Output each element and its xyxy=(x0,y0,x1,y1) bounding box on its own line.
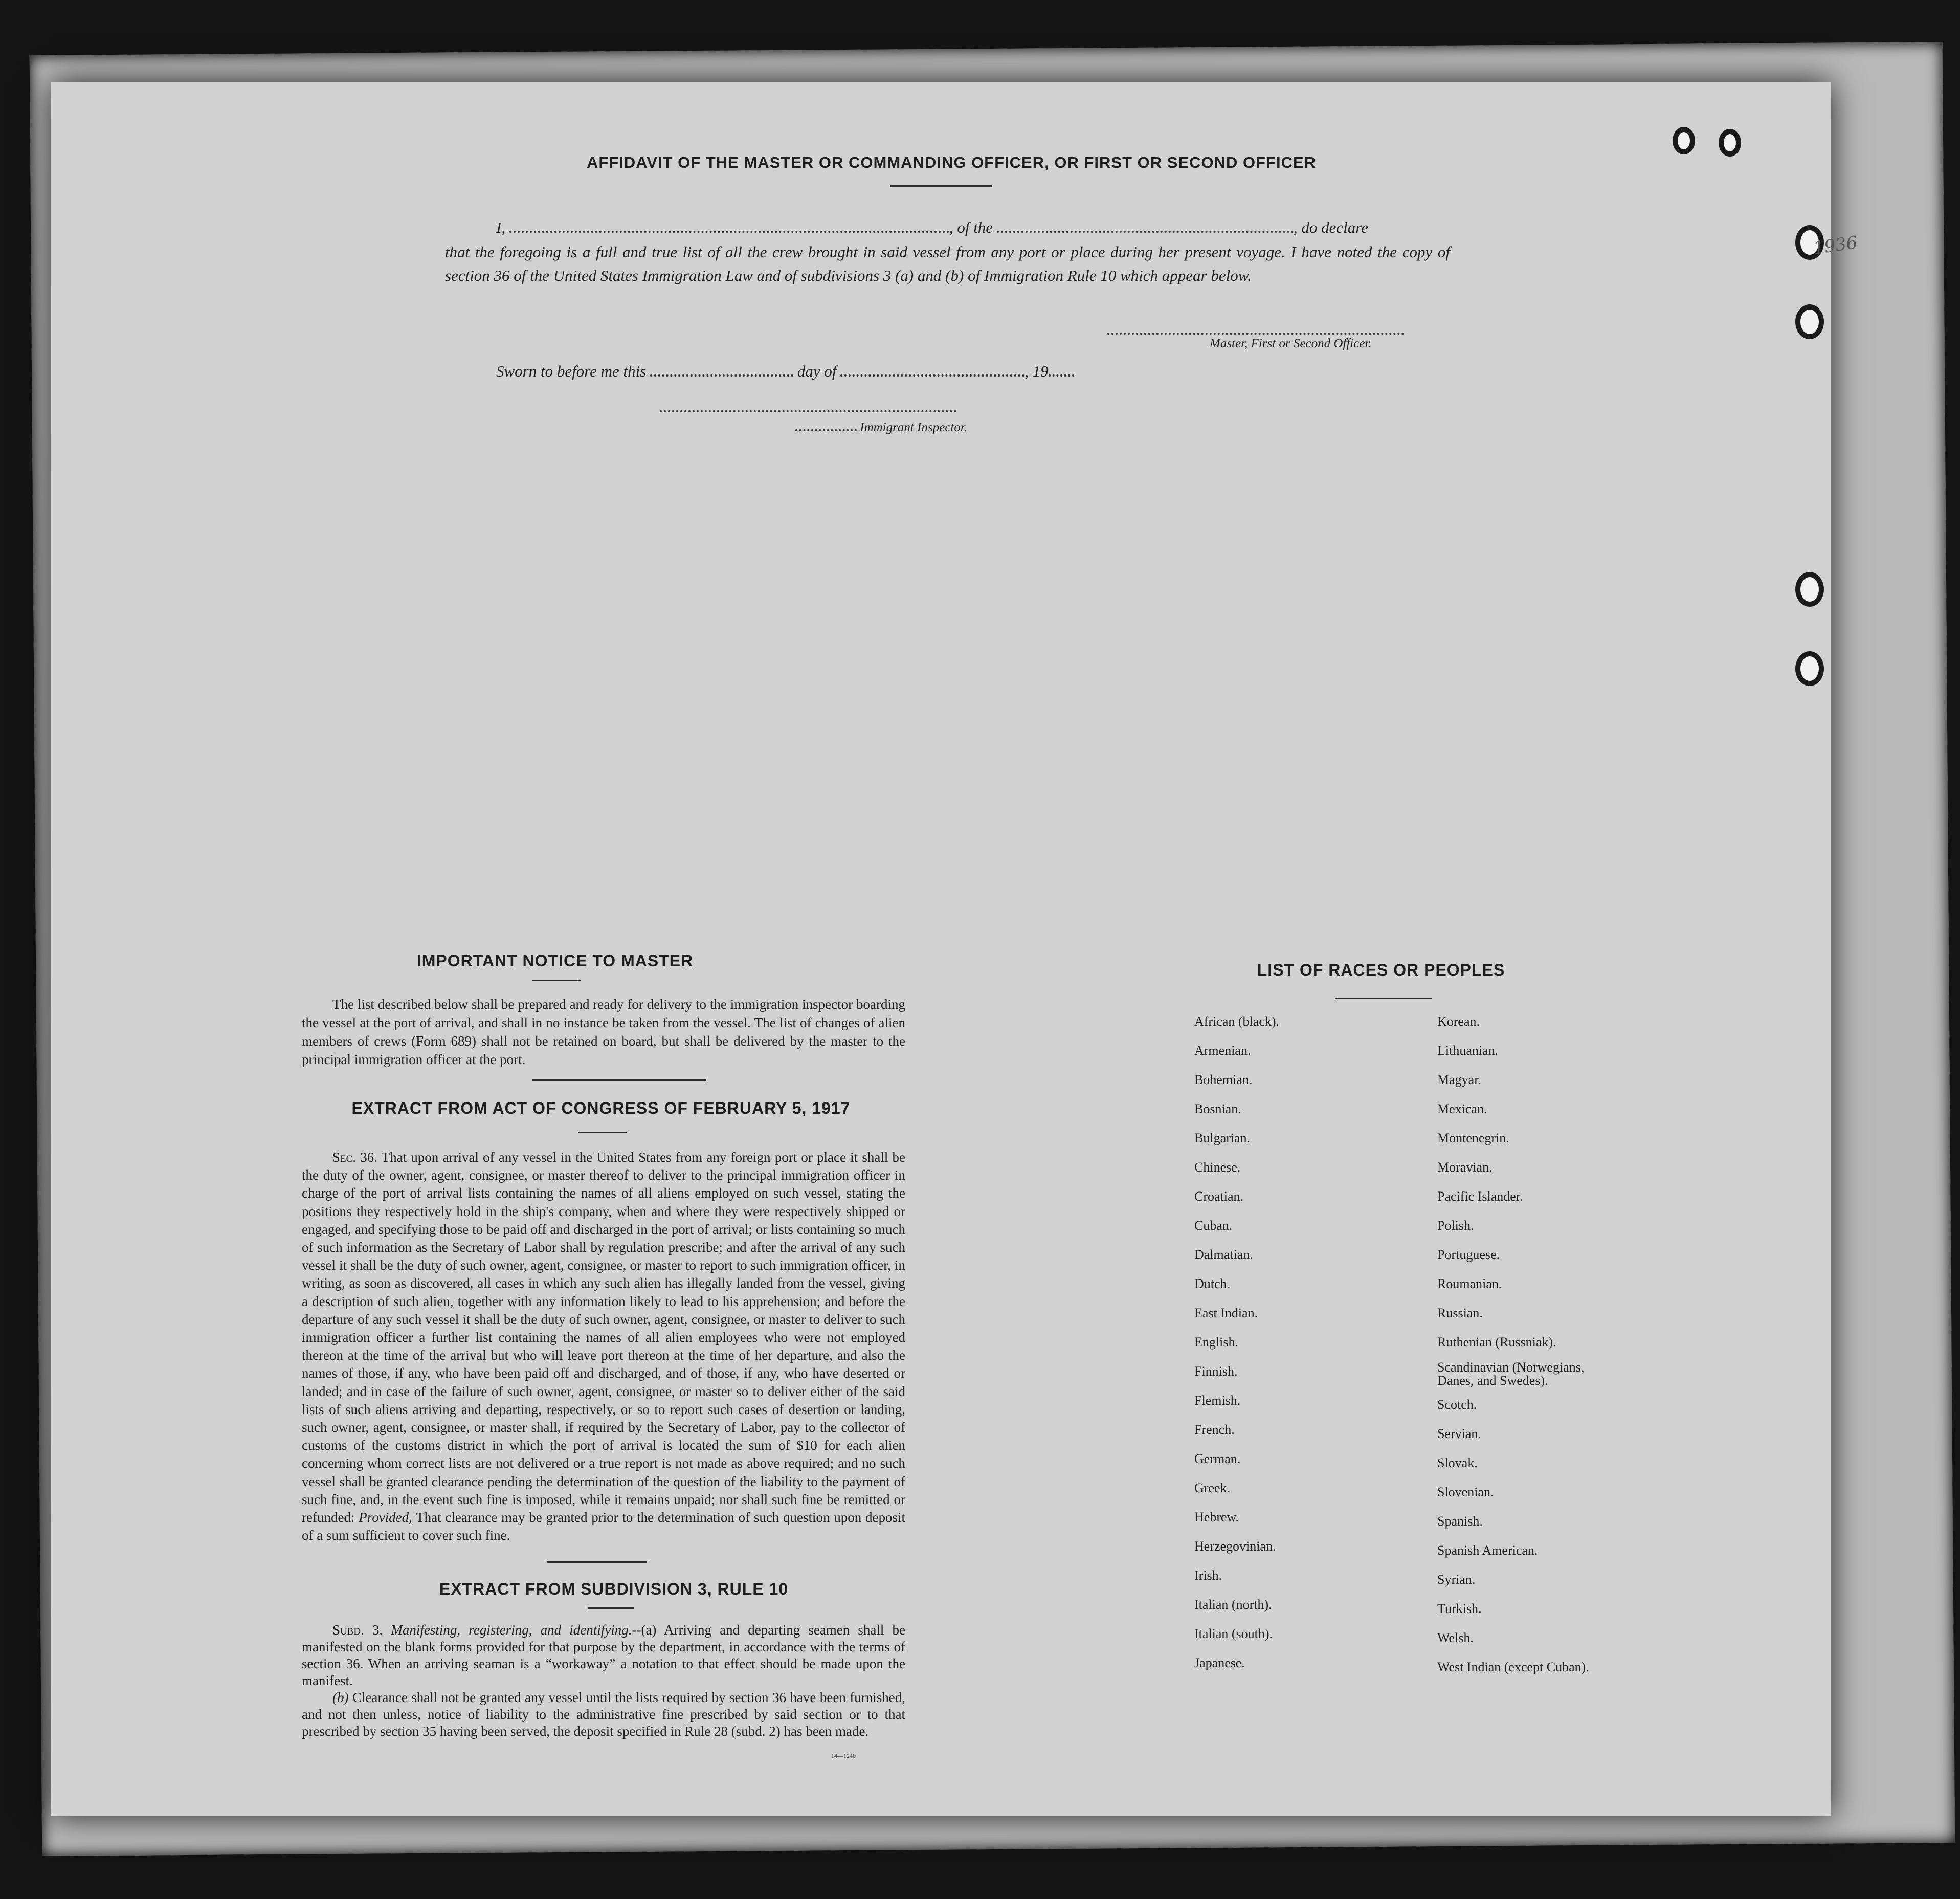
inspector-blank[interactable] xyxy=(660,409,956,412)
vessel-blank[interactable] xyxy=(997,230,1294,233)
declaration-of-the: , of the xyxy=(949,218,993,236)
race-item: Bosnian. xyxy=(1194,1101,1241,1116)
race-item: Bulgarian. xyxy=(1194,1131,1251,1145)
signature-blank[interactable] xyxy=(1107,332,1404,335)
sworn-day-blank[interactable] xyxy=(650,373,793,377)
year-text: , 19 xyxy=(1024,362,1049,380)
rule-subd-a xyxy=(302,1622,905,1689)
inspector-caption: Immigrant Inspector. xyxy=(860,421,967,434)
race-item: Bohemian. xyxy=(1194,1072,1253,1087)
race-item: Flemish. xyxy=(1194,1393,1241,1408)
race-item: Montenegrin. xyxy=(1437,1131,1509,1145)
sworn-month-blank[interactable] xyxy=(840,373,1024,377)
race-item: Magyar. xyxy=(1437,1072,1481,1087)
race-item: Italian (south). xyxy=(1194,1626,1273,1641)
race-item: Japanese. xyxy=(1194,1655,1245,1670)
act-text: That upon arrival of any vessel in the United States from any foreign port or place it shall be the duty of the owner, agent, consignee, or master thereof to deliver to the principal immigration officer in charge of the port of arrival lists containing the names of all aliens employed on such vessel, stating the positions they respectively hold in the ship's company, when and where they were respectively shipped or engaged, and specifying those to be paid off and discharged in the port of arrival; or lists containing so much of such information as the Secretary of Labor shall by regulation prescribe; and after the arrival of any such vessel it shall be the duty of such owner, agent, consignee, or master to report to such immigration officer, in writing, as soon as discovered, all cases in which any such alien has illegally landed from the vessel, giving a description of such alien, together with any information likely to lead to his apprehension; and before the departure of any such vessel it shall be the duty of such owner, agent, consignee, or master to deliver to such immigration officer a further list containing the names of all alien employees who were not employed thereon at the time of the arrival but who will leave port thereon at the time of her departure, and also the names of those, if any, who have been paid off and discharged, and of those, if any, who have deserted or landed; and in case of the failure of such owner, agent, consignee, or master so to deliver either of the said lists of such aliens arriving and departing, respectively, or so to report such cases of desertion or landing, such owner, agent, consignee, or master shall, if required by the Secretary of Labor, pay to the collector of customs of the customs district in which the port of arrival is located the sum of $10 for each alien concerning whom correct lists are not delivered or a true report is not made as above required; and no such vessel shall be granted clearance pending the determination of the question of the liability to the payment of such fine, and, in the event such fine is imposed, while it remains unpaid; nor shall such fine be remitted or refunded: xyxy=(302,1150,905,1526)
race-item: Spanish. xyxy=(1437,1514,1483,1529)
act-body xyxy=(302,1149,905,1544)
race-item: West Indian (except Cuban). xyxy=(1437,1660,1589,1674)
race-item: Russian. xyxy=(1437,1306,1483,1320)
document-page xyxy=(51,82,1859,1816)
act-separator xyxy=(547,1561,647,1563)
race-item: Ruthenian (Russniak). xyxy=(1437,1335,1556,1350)
race-item: Croatian. xyxy=(1194,1189,1244,1204)
punch-hole xyxy=(1719,129,1741,157)
form-number: 14—1240 xyxy=(831,1752,856,1759)
rule-subd-b xyxy=(302,1689,905,1740)
declaration-line xyxy=(445,216,1468,239)
race-item: Moravian. xyxy=(1437,1160,1493,1175)
notice-separator xyxy=(532,1079,706,1081)
race-item: Slovak. xyxy=(1437,1455,1478,1470)
sworn-text: Sworn to before me this xyxy=(496,362,647,380)
year-blank[interactable] xyxy=(1049,373,1074,377)
race-item: Polish. xyxy=(1437,1218,1474,1233)
race-item: Korean. xyxy=(1437,1014,1480,1029)
rule-subd-label: Subd. 3. xyxy=(332,1622,383,1638)
race-item: Greek. xyxy=(1194,1481,1231,1495)
race-item: Lithuanian. xyxy=(1437,1043,1499,1058)
race-item: Slovenian. xyxy=(1437,1485,1494,1499)
declaration-declare: , do declare xyxy=(1293,218,1368,236)
act-provided: Provided, xyxy=(359,1510,412,1526)
race-item: African (black). xyxy=(1194,1014,1280,1029)
race-item: Italian (north). xyxy=(1194,1597,1272,1612)
rule-subd-b-text: Clearance shall not be granted any vessel until the lists required by section 36 have been furnished, and not then unless, notice of liability to the administrative fine prescribed by said section or to that prescribed by section 35 having been served, the deposit specified in Rule 28 (subd. 2) has been made. xyxy=(302,1690,905,1739)
race-item: Finnish. xyxy=(1194,1364,1238,1379)
race-item: Servian. xyxy=(1437,1426,1481,1441)
notice-rule xyxy=(532,980,581,981)
rule-subd-a-text: --(a) Arriving and departing seamen shall be manifested on the blank forms provided for that purpose by the department, in accordance with the terms of section 36. When an arriving seaman is a “workaway” a notation to that effect should be made upon the manifest. xyxy=(302,1622,906,1688)
race-item: German. xyxy=(1194,1451,1241,1466)
race-item: Spanish American. xyxy=(1437,1543,1538,1558)
declaration-i: I, xyxy=(496,218,506,236)
declaration-body: that the foregoing is a full and true list of all the crew brought in said vessel from any port or place during her present voyage. I have noted the copy of section 36 of the United States Immigration Law and of subdivisions 3 (a) and (b) of Immigration Rule 10 which appear below. xyxy=(445,243,1450,284)
punch-hole xyxy=(1795,651,1824,686)
race-item: Dalmatian. xyxy=(1194,1247,1253,1262)
race-item: Scandinavian (Norwegians, Danes, and Swedes). xyxy=(1437,1360,1585,1388)
rule-subd-heading: Manifesting, registering, and identifying. xyxy=(391,1622,632,1638)
margin-note: 1936 xyxy=(1812,232,1859,259)
race-item: Syrian. xyxy=(1437,1572,1476,1587)
act-rule xyxy=(578,1132,627,1133)
race-item: Portuguese. xyxy=(1437,1247,1500,1262)
affidavit-title: AFFIDAVIT OF THE MASTER OR COMMANDING OFFICER, OR FIRST OR SECOND OFFICER xyxy=(586,153,1317,171)
race-item: Dutch. xyxy=(1194,1276,1231,1291)
race-item: Irish. xyxy=(1194,1568,1222,1583)
race-item: Herzegovinian. xyxy=(1194,1539,1276,1554)
race-item: Armenian. xyxy=(1194,1043,1251,1058)
race-item: Roumanian. xyxy=(1437,1276,1502,1291)
race-item: Hebrew. xyxy=(1194,1510,1239,1525)
race-item: French. xyxy=(1194,1422,1235,1437)
race-item: Cuban. xyxy=(1194,1218,1233,1233)
race-item: Welsh. xyxy=(1437,1630,1474,1645)
inspector-prefix-blank xyxy=(795,428,857,431)
race-item: Scotch. xyxy=(1437,1397,1477,1412)
race-item: Pacific Islander. xyxy=(1437,1189,1523,1204)
race-item: Turkish. xyxy=(1437,1601,1482,1616)
act-section-label: Sec. 36. xyxy=(332,1150,377,1165)
rule-title-rule xyxy=(588,1607,634,1609)
inspector-line xyxy=(795,421,967,435)
notice-title: IMPORTANT NOTICE TO MASTER xyxy=(416,952,694,970)
sworn-line xyxy=(496,362,1074,381)
title-rule xyxy=(890,185,992,187)
name-blank[interactable] xyxy=(509,230,949,233)
notice-body: The list described below shall be prepared and ready for delivery to the immigration inspector boarding the vessel at the port of arrival, and shall in no instance be taken from the vessel. The list of changes of alien members of crews (Form 689) shall not be retained on board, but shall be delivered by the master to the principal immigration officer at the port. xyxy=(302,997,905,1067)
punch-hole xyxy=(1673,127,1695,154)
race-item: Mexican. xyxy=(1437,1101,1487,1116)
races-title: LIST OF RACES OR PEOPLES xyxy=(1257,961,1505,979)
punch-hole xyxy=(1795,572,1824,607)
punch-hole xyxy=(1795,304,1824,339)
rule-title: EXTRACT FROM SUBDIVISION 3, RULE 10 xyxy=(439,1580,789,1598)
act-title: EXTRACT FROM ACT OF CONGRESS OF FEBRUARY 5, 1917 xyxy=(351,1099,851,1117)
race-item: East Indian. xyxy=(1194,1306,1258,1320)
races-rule xyxy=(1335,998,1432,999)
day-of-text: day of xyxy=(797,362,837,380)
signature-caption: Master, First or Second Officer. xyxy=(1210,337,1372,350)
race-item: Chinese. xyxy=(1194,1160,1241,1175)
act-text-end: That clearance may be granted prior to the determination of such question upon deposit of a sum sufficient to cover such fine. xyxy=(302,1510,906,1543)
race-item: English. xyxy=(1194,1335,1238,1350)
rule-subd-b-label: (b) xyxy=(332,1690,349,1705)
